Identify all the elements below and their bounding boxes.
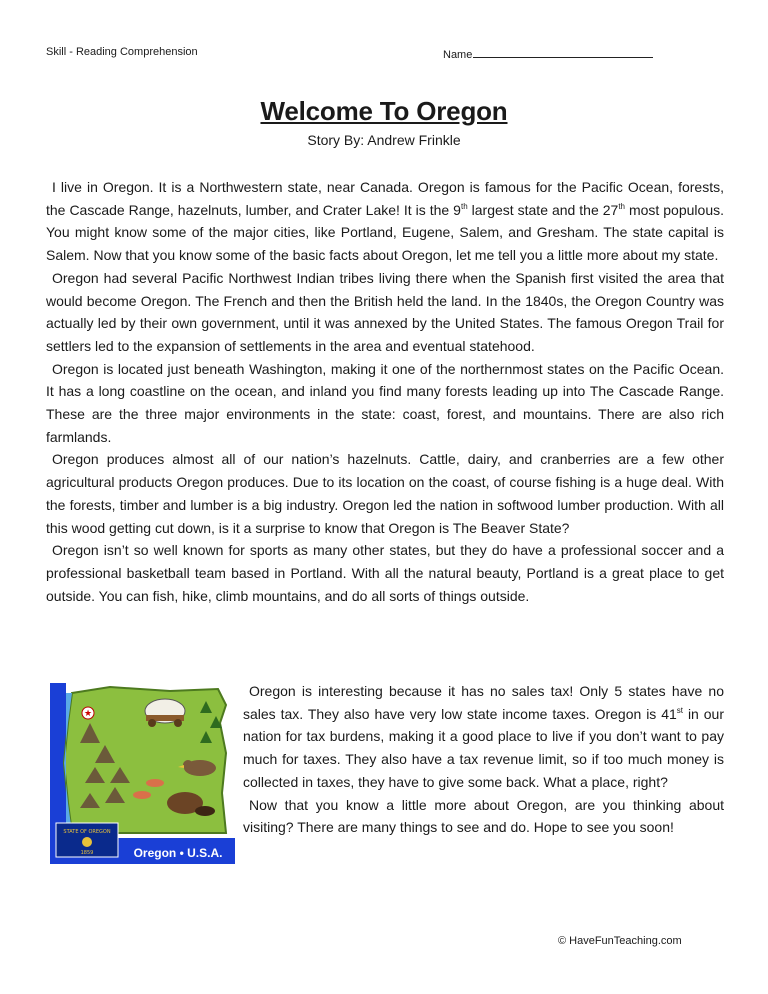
copyright-footer: © HaveFunTeaching.com: [558, 935, 682, 947]
flag-seal: [82, 837, 92, 847]
page-title: Welcome To Oregon: [260, 96, 508, 126]
paragraph-6: [243, 680, 724, 794]
superscript-st: st: [676, 705, 684, 715]
bird-head: [183, 760, 193, 770]
name-field: [443, 46, 653, 61]
beaver-tail: [195, 806, 215, 816]
paragraph-6-text-a: Oregon is interesting because it has no sales tax! Only 5 states have no sales tax. They also have very low state income taxes. Oregon is 41: [243, 683, 724, 722]
paragraph-2: Oregon had several Pacific Northwest Indian tribes living there when the Spanish first visited the area that would become Oregon. The French and then the British held the land. In the 1840s, the Oregon Country was actually led by their own government, until it was annexed by the United States. The famous Oregon Trail for settlers led to the expansion of settlements in the area and eventual statehood.: [46, 269, 724, 354]
story-body-wrapped: [243, 680, 724, 839]
skill-label: Skill - Reading Comprehension: [46, 46, 198, 58]
paragraph-5: Oregon isn’t so well known for sports as many other states, but they do have a professional soccer and a professional basketball team based in Portland. With all the natural beauty, Portland is a great place to get outside. You can fish, hike, climb mountains, and do all sorts of things outside.: [46, 542, 724, 604]
paragraph-1: [46, 176, 724, 267]
flag-text: STATE OF OREGON: [63, 829, 111, 835]
name-label: Name: [443, 49, 473, 61]
paragraph-4: Oregon produces almost all of our nation’s hazelnuts. Cattle, dairy, and cranberries are a few other agricultural products Oregon produces. Due to its location on the coast, of course fishing is a huge deal. With the forests, timber and lumber is a big industry. Oregon led the nation in softwood lumber production. With all this wood getting cut down, is it a surprise to know that Oregon is The Beaver State?: [46, 451, 724, 536]
map-caption: Oregon • U.S.A.: [133, 846, 223, 860]
paragraph-1-text-b: largest state and the 27: [467, 201, 619, 218]
wagon-wheel: [148, 719, 156, 727]
paragraph-6-text-b: in our nation for tax burdens, making it a good place to live if you don’t want to pay much for taxes. They also have a tax revenue limit, so if too much money is collected in taxes, they have to give some back. What a place, right?: [243, 705, 724, 790]
oregon-map-icon: [50, 683, 235, 864]
paragraph-3: Oregon is located just beneath Washington, making it one of the northernmost states on the Pacific Ocean. It has a long coastline on the ocean, and inland you find many forests leading up into The Cascade Range. These are the three major environments in the state: coast, forest, and mountains. There are also rich farmlands.: [46, 360, 724, 445]
superscript-th-2: th: [618, 201, 625, 211]
wagon-wheel: [174, 719, 182, 727]
salmon-icon: [133, 791, 151, 799]
story-body: [46, 176, 724, 607]
paragraph-7: Now that you know a little more about Oregon, are you thinking about visiting? There are many things to see and do. Hope to see you soon!: [243, 796, 724, 836]
flag-year: 1859: [80, 850, 94, 856]
name-blank-line: [473, 46, 653, 58]
byline: Story By: Andrew Frinkle: [307, 132, 461, 148]
svg-text:★: ★: [83, 709, 93, 719]
paragraph-1-text-c: most populous. You might know some of the major cities, like Portland, Eugene, Salem, and Gresham. The state capital is Salem. Now that you know some of the basic facts about Oregon, let me tell you a little more about my state.: [46, 201, 724, 264]
salmon-icon: [146, 779, 164, 787]
oregon-map-illustration: [50, 683, 235, 864]
paragraph-1-text-a: I live in Oregon. It is a Northwestern state, near Canada. Oregon is famous for the Pacific Ocean, forests, the Cascade Range, hazelnuts, lumber, and Crater Lake! It is the 9: [46, 179, 724, 218]
superscript-th: th: [460, 201, 468, 211]
